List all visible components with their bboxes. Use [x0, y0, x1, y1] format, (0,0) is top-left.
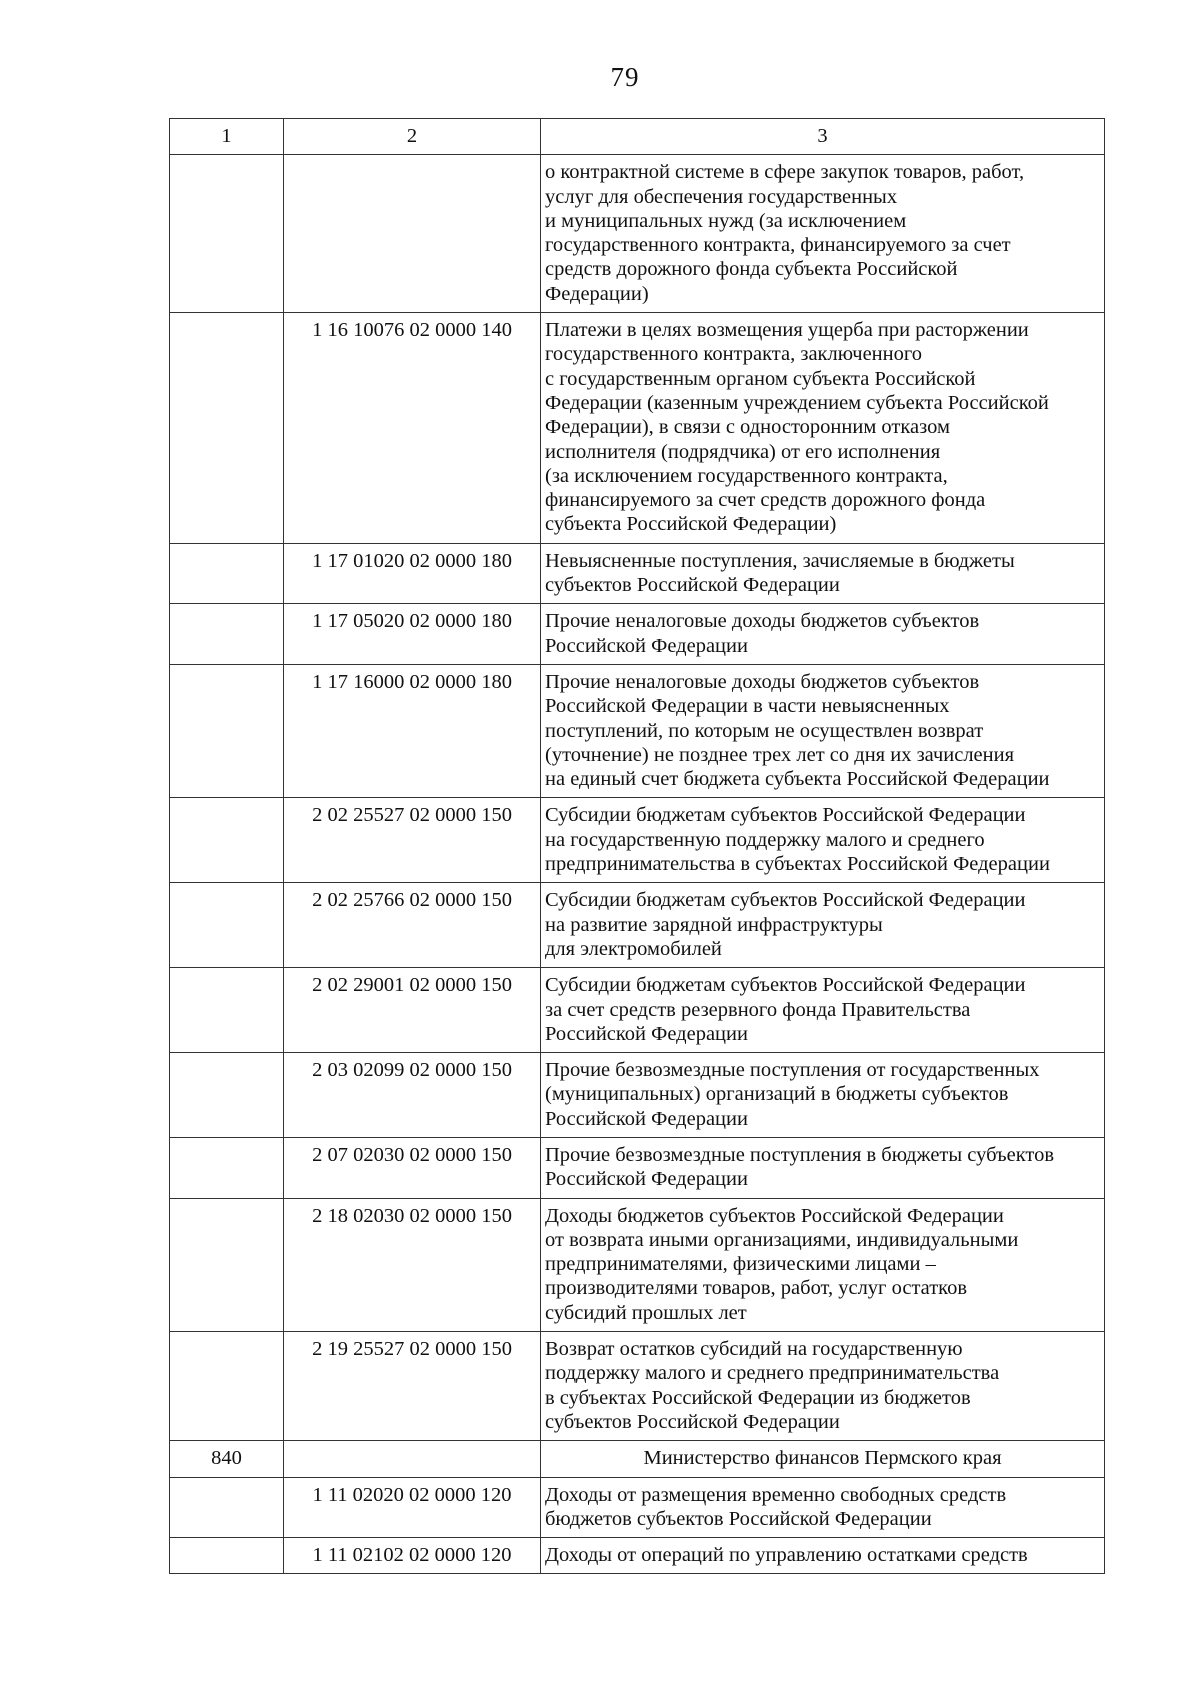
description-line: государственного контракта, заключенного	[545, 343, 923, 366]
description-cell	[541, 1137, 1105, 1198]
admin-code-cell	[170, 155, 284, 313]
description-line: Доходы от операций по управлению остатками средств	[545, 1544, 1028, 1567]
description-line: финансируемого за счет средств дорожного фонда	[545, 489, 986, 512]
description-line: от возврата иными организациями, индивидуальными	[545, 1228, 1019, 1251]
description-line: предпринимательства в субъектах Российской Федерации	[545, 853, 1050, 876]
table-row	[170, 604, 1105, 665]
description-line: Доходы бюджетов субъектов Российской Федерации	[545, 1204, 1004, 1227]
budget-code-cell: 2 03 02099 02 0000 150	[284, 1053, 541, 1138]
description-cell	[541, 543, 1105, 604]
description-line: (уточнение) не позднее трех лет со дня их зачисления	[545, 743, 1015, 766]
description-cell	[541, 798, 1105, 883]
budget-code-cell: 1 11 02102 02 0000 120	[284, 1538, 541, 1574]
description-cell	[541, 1477, 1105, 1538]
description-line: Федерации), в связи с односторонним отказом	[545, 416, 950, 439]
description-line: Федерации (казенным учреждением субъекта Российской	[545, 391, 1049, 414]
description-line: о контрактной системе в сфере закупок товаров, работ,	[545, 161, 1025, 184]
description-line: Субсидии бюджетам субъектов Российской Федерации	[545, 804, 1026, 827]
admin-code-cell	[170, 1198, 284, 1331]
table-row	[170, 968, 1105, 1053]
header-cell-3: 3	[541, 119, 1105, 155]
description-cell	[541, 313, 1105, 544]
description-cell	[541, 1198, 1105, 1331]
admin-code-cell: 840	[170, 1441, 284, 1477]
budget-codes-table	[169, 118, 1105, 1574]
table-row	[170, 1198, 1105, 1331]
budget-code-cell: 1 17 16000 02 0000 180	[284, 664, 541, 797]
description-line: Российской Федерации	[545, 1107, 748, 1130]
description-cell	[541, 1053, 1105, 1138]
description-line: Субсидии бюджетам субъектов Российской Федерации	[545, 889, 1026, 912]
admin-code-cell	[170, 1477, 284, 1538]
table-row	[170, 1477, 1105, 1538]
admin-code-cell	[170, 1053, 284, 1138]
table-body	[170, 119, 1105, 1574]
budget-code-cell: 2 02 29001 02 0000 150	[284, 968, 541, 1053]
description-line: предпринимателями, физическими лицами –	[545, 1253, 936, 1276]
budget-code-cell: 2 02 25527 02 0000 150	[284, 798, 541, 883]
description-line: бюджетов субъектов Российской Федерации	[545, 1507, 932, 1530]
budget-code-cell: 2 18 02030 02 0000 150	[284, 1198, 541, 1331]
admin-code-cell	[170, 313, 284, 544]
table-row	[170, 664, 1105, 797]
budget-code-cell: 1 17 01020 02 0000 180	[284, 543, 541, 604]
description-line: в субъектах Российской Федерации из бюджетов	[545, 1386, 971, 1409]
description-line: услуг для обеспечения государственных	[545, 185, 898, 208]
ministry-name-cell	[541, 1441, 1105, 1477]
table-header-row	[170, 119, 1105, 155]
table-row	[170, 543, 1105, 604]
description-line: за счет средств резервного фонда Правительства	[545, 998, 971, 1021]
description-line: на единый счет бюджета субъекта Российской Федерации	[545, 768, 1050, 791]
description-cell	[541, 664, 1105, 797]
description-line: (муниципальных) организаций в бюджеты субъектов	[545, 1083, 1009, 1106]
description-line: производителями товаров, работ, услуг остатков	[545, 1277, 968, 1300]
description-line: и муниципальных нужд (за исключением	[545, 209, 907, 232]
page-number: 79	[610, 62, 640, 92]
description-line: Министерство финансов Пермского края	[643, 1447, 1002, 1470]
description-line: Невыясненные поступления, зачисляемые в бюджеты	[545, 549, 1015, 572]
description-line: поступлений, по которым не осуществлен возврат	[545, 719, 984, 742]
budget-code-cell: 2 02 25766 02 0000 150	[284, 883, 541, 968]
budget-code-cell: 1 11 02020 02 0000 120	[284, 1477, 541, 1538]
table-row	[170, 1053, 1105, 1138]
description-line: Платежи в целях возмещения ущерба при расторжении	[545, 319, 1029, 342]
budget-code-cell: 1 17 05020 02 0000 180	[284, 604, 541, 665]
admin-code-cell	[170, 798, 284, 883]
description-line: средств дорожного фонда субъекта Российской	[545, 258, 958, 281]
table-row	[170, 883, 1105, 968]
description-line: Прочие безвозмездные поступления в бюджеты субъектов	[545, 1143, 1055, 1166]
budget-code-cell: 2 07 02030 02 0000 150	[284, 1137, 541, 1198]
description-line: (за исключением государственного контракта,	[545, 464, 948, 487]
admin-code-cell	[170, 604, 284, 665]
budget-code-cell: 2 19 25527 02 0000 150	[284, 1332, 541, 1441]
description-line: субъекта Российской Федерации)	[545, 513, 837, 536]
description-cell	[541, 1332, 1105, 1441]
table-row	[170, 1137, 1105, 1198]
description-line: Доходы от размещения временно свободных средств	[545, 1483, 1007, 1506]
description-cell	[541, 883, 1105, 968]
description-line: поддержку малого и среднего предпринимательства	[545, 1362, 1000, 1385]
table-row	[170, 798, 1105, 883]
table-row	[170, 1441, 1105, 1477]
description-cell	[541, 1538, 1105, 1574]
description-line: исполнителя (подрядчика) от его исполнения	[545, 440, 941, 463]
budget-code-cell	[284, 1441, 541, 1477]
description-line: Российской Федерации	[545, 1168, 748, 1191]
description-line: на государственную поддержку малого и среднего	[545, 828, 985, 851]
table-row	[170, 1332, 1105, 1441]
description-line: с государственным органом субъекта Российской	[545, 367, 976, 390]
budget-code-cell	[284, 155, 541, 313]
header-cell-1: 1	[170, 119, 284, 155]
description-line: Возврат остатков субсидий на государственную	[545, 1338, 963, 1361]
admin-code-cell	[170, 883, 284, 968]
description-cell	[541, 155, 1105, 313]
description-line: субсидий прошлых лет	[545, 1301, 747, 1324]
admin-code-cell	[170, 1332, 284, 1441]
header-cell-2: 2	[284, 119, 541, 155]
description-line: Российской Федерации	[545, 1022, 748, 1045]
admin-code-cell	[170, 664, 284, 797]
table-row	[170, 155, 1105, 313]
description-line: субъектов Российской Федерации	[545, 574, 840, 597]
description-line: государственного контракта, финансируемого за счет	[545, 234, 1011, 257]
description-line: Федерации)	[545, 282, 649, 305]
description-line: Российской Федерации в части невыясненных	[545, 695, 950, 718]
description-line: для электромобилей	[545, 937, 722, 960]
table-row	[170, 1538, 1105, 1574]
admin-code-cell	[170, 1137, 284, 1198]
description-line: Субсидии бюджетам субъектов Российской Федерации	[545, 974, 1026, 997]
budget-code-cell: 1 16 10076 02 0000 140	[284, 313, 541, 544]
description-line: Прочие безвозмездные поступления от государственных	[545, 1059, 1040, 1082]
description-cell	[541, 604, 1105, 665]
description-cell	[541, 968, 1105, 1053]
admin-code-cell	[170, 1538, 284, 1574]
description-line: Российской Федерации	[545, 634, 748, 657]
description-line: на развитие зарядной инфраструктуры	[545, 913, 883, 936]
admin-code-cell	[170, 968, 284, 1053]
description-line: субъектов Российской Федерации	[545, 1410, 840, 1433]
admin-code-cell	[170, 543, 284, 604]
description-line: Прочие неналоговые доходы бюджетов субъектов	[545, 610, 980, 633]
table-row	[170, 313, 1105, 544]
description-line: Прочие неналоговые доходы бюджетов субъектов	[545, 670, 980, 693]
